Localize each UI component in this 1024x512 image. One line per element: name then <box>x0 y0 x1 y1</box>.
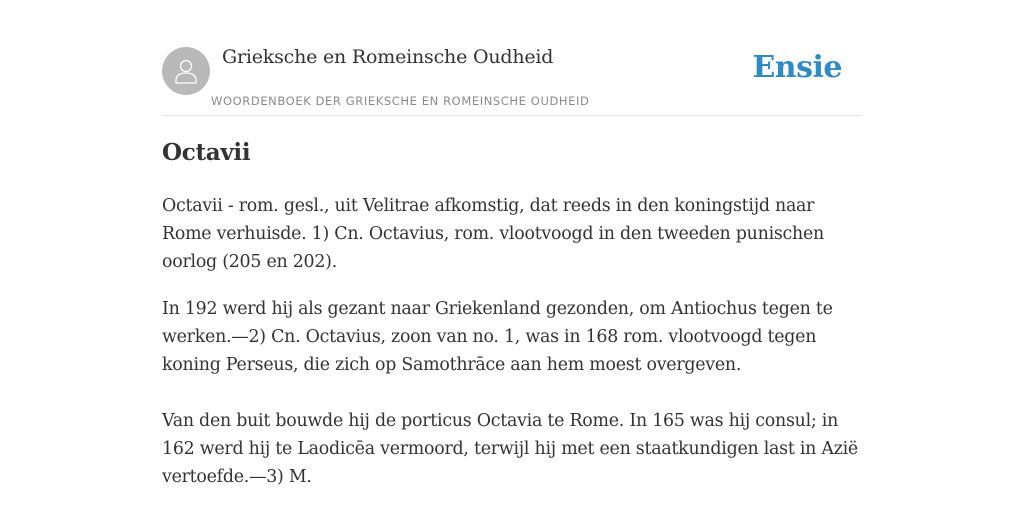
source-header <box>162 0 862 116</box>
source-subtitle: WOORDENBOEK DER GRIEKSCHE EN ROMEINSCHE OUDHEID <box>211 94 590 108</box>
entry-paragraph-3: Van den buit bouwde hij de porticus Octavia te Rome. In 165 was hij consul; in 162 werd hij te Laodicēa vermoord, terwijl hij met een staatkundigen last in Azië vertoefde.—3) M. <box>162 411 858 487</box>
avatar[interactable] <box>162 47 210 95</box>
user-icon <box>171 56 201 86</box>
entry-paragraph-1: Octavii - rom. gesl., uit Velitrae afkomstig, dat reeds in den koningstijd naar Rome verhuisde. 1) Cn. Octavius, rom. vlootvoogd in den tweeden punischen oorlog (205 en 202). <box>162 196 824 272</box>
source-title-link[interactable]: Grieksche en Romeinsche Oudheid <box>222 46 554 68</box>
entry-paragraph-2: In 192 werd hij als gezant naar Griekenland gezonden, om Antiochus tegen te werken.—2) Cn. Octavius, zoon van no. 1, was in 168 rom. vlootvoogd tegen koning Perseus, die zich op Samothrāce aan hem moest overgeven. <box>162 299 833 375</box>
brand-logo[interactable]: Ensie <box>752 50 842 85</box>
page-container <box>162 0 862 487</box>
entry-title: Octavii <box>162 139 251 166</box>
